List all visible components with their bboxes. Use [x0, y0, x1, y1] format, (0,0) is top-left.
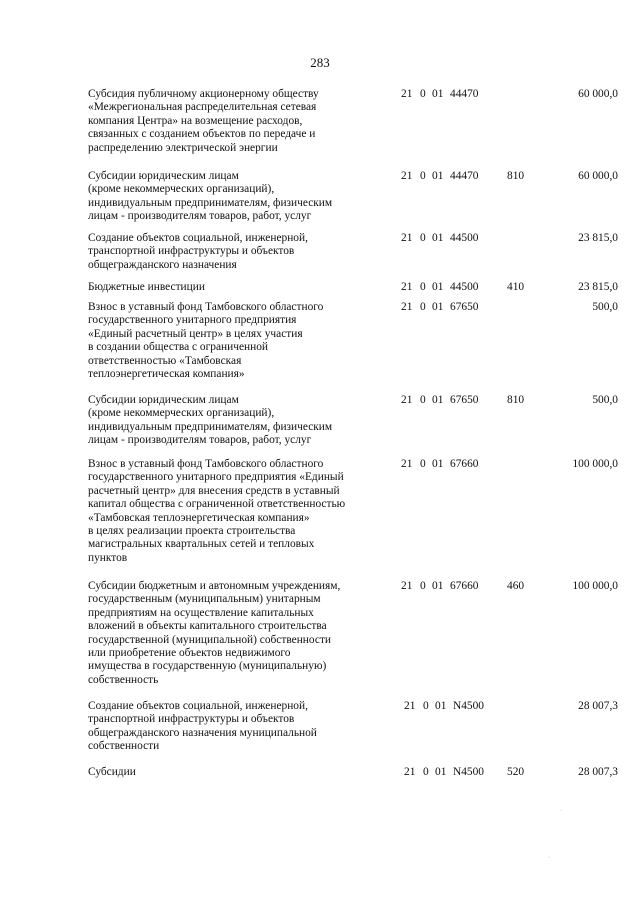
row-description	[88, 281, 398, 294]
code-part: 0	[420, 170, 426, 182]
description-line: ответственностью «Тамбовская	[88, 354, 242, 367]
description-line: теплоэнергетическая компания»	[88, 368, 245, 381]
description-line: компания Центра» на возмещение расходов,	[88, 114, 303, 127]
amount: 23 815,0	[578, 281, 618, 293]
table-row	[88, 458, 618, 565]
code-part: 67650	[450, 394, 479, 406]
code-part: 21	[401, 301, 413, 313]
description-line: «Единый расчетный центр» в целях участия	[88, 327, 303, 340]
table-row	[88, 700, 618, 754]
code-part: 67660	[450, 580, 479, 592]
code-part: 44500	[450, 281, 479, 293]
code-part: 0	[420, 281, 426, 293]
description-line: собственности	[88, 740, 160, 753]
table-row	[88, 301, 618, 381]
classification-code	[404, 766, 564, 779]
table-row	[88, 88, 618, 155]
description-line: магистральных квартальных сетей и тепловых	[88, 538, 315, 551]
table-row	[88, 232, 618, 272]
code-part: 21	[401, 281, 413, 293]
code-part: 01	[435, 766, 447, 778]
description-line: «Тамбовская теплоэнергетическая компания»	[88, 511, 310, 524]
row-description	[88, 170, 398, 224]
scan-speck: ·	[548, 855, 550, 861]
code-part: 0	[420, 458, 426, 470]
code-part: 21	[401, 458, 413, 470]
description-line: имущества в государственную (муниципальную)	[88, 660, 327, 673]
table-row	[88, 281, 618, 294]
description-line: Бюджетные инвестиции	[88, 281, 205, 293]
description-line: государственным (муниципальным) унитарным	[88, 593, 321, 606]
code-part: 21	[404, 766, 416, 778]
code-part: 21	[401, 170, 413, 182]
code-part: 01	[432, 88, 444, 100]
code-part: N4500	[453, 766, 485, 778]
row-description	[88, 458, 398, 565]
code-part: 0	[420, 301, 426, 313]
description-line: Создание объектов социальной, инженерной,	[88, 232, 308, 244]
expense-type-code: 520	[507, 766, 525, 778]
description-line: собственность	[88, 673, 159, 686]
code-part: 0	[420, 88, 426, 100]
amount: 28 007,3	[578, 700, 618, 712]
description-line: общегражданского назначения муниципальной	[88, 726, 317, 739]
amount: 60 000,0	[578, 88, 618, 100]
code-part: 01	[435, 700, 447, 712]
description-line: Субсидии юридическим лицам	[88, 394, 239, 406]
description-line: пунктов	[88, 551, 128, 564]
table-row	[88, 766, 618, 779]
code-part: 21	[401, 232, 413, 244]
description-line: Субсидии бюджетным и автономным учреждениям,	[88, 580, 341, 592]
description-line: расчетный центр» для внесения средств в уставный	[88, 484, 340, 497]
code-part: 01	[432, 232, 444, 244]
code-part: 01	[432, 170, 444, 182]
classification-code	[401, 232, 561, 245]
code-part: 67660	[450, 458, 479, 470]
description-line: (кроме некоммерческих организаций),	[88, 183, 275, 196]
code-part: 01	[432, 394, 444, 406]
classification-code	[401, 281, 561, 294]
classification-code	[404, 700, 564, 713]
description-line: государственного унитарного предприятия	[88, 314, 297, 327]
description-line: предприятиям на осуществление капитальных	[88, 606, 314, 619]
code-part: 0	[423, 766, 429, 778]
row-description	[88, 232, 398, 272]
description-line: Субсидии	[88, 766, 136, 778]
description-line: государственного унитарного предприятия «Единый	[88, 471, 344, 484]
amount: 100 000,0	[572, 580, 618, 592]
description-line: Субсидия публичному акционерному обществу	[88, 88, 319, 100]
code-part: 01	[432, 281, 444, 293]
description-line: лицам - производителям товаров, работ, услуг	[88, 434, 312, 447]
description-line: Субсидии юридическим лицам	[88, 170, 239, 182]
code-part: 0	[420, 394, 426, 406]
code-part: 01	[432, 458, 444, 470]
description-line: (кроме некоммерческих организаций),	[88, 407, 275, 420]
classification-code	[401, 580, 561, 593]
description-line: «Межрегиональная распределительная сетевая	[88, 101, 317, 114]
code-part: 21	[404, 700, 416, 712]
code-part: 21	[401, 394, 413, 406]
description-line: индивидуальным предпринимателям, физическим	[88, 196, 333, 209]
code-part: 01	[432, 580, 444, 592]
code-part: 44470	[450, 88, 479, 100]
code-part: 0	[423, 700, 429, 712]
classification-code	[401, 394, 561, 407]
code-part: 44470	[450, 170, 479, 182]
description-line: лицам - производителям товаров, работ, услуг	[88, 210, 312, 223]
row-description	[88, 394, 398, 448]
description-line: общегражданского назначения	[88, 258, 237, 271]
expense-type-code: 810	[507, 394, 525, 406]
description-line: транспортной инфраструктуры и объектов	[88, 713, 295, 726]
table-row	[88, 170, 618, 224]
description-line: вложений в объекты капитального строительства	[88, 620, 327, 633]
row-description	[88, 301, 398, 381]
table-row	[88, 580, 618, 687]
description-line: Создание объектов социальной, инженерной,	[88, 700, 308, 712]
description-line: индивидуальным предпринимателям, физическим	[88, 420, 333, 433]
row-description	[88, 88, 398, 155]
code-part: 21	[401, 580, 413, 592]
code-part: 0	[420, 232, 426, 244]
description-line: в целях реализации проекта строительства	[88, 525, 296, 538]
page-number: 283	[310, 55, 330, 70]
row-description	[88, 580, 398, 687]
row-description	[88, 700, 398, 754]
row-description	[88, 766, 398, 779]
code-part: 21	[401, 88, 413, 100]
table-row	[88, 394, 618, 448]
expense-type-code: 460	[507, 580, 525, 592]
code-part: 67650	[450, 301, 479, 313]
classification-code	[401, 170, 561, 183]
amount: 60 000,0	[578, 170, 618, 182]
description-line: в создании общества с ограниченной	[88, 341, 269, 354]
code-part: 01	[432, 301, 444, 313]
amount: 500,0	[592, 394, 618, 406]
description-line: Взнос в уставный фонд Тамбовского областного	[88, 301, 324, 313]
description-line: Взнос в уставный фонд Тамбовского областного	[88, 458, 324, 470]
description-line: государственной (муниципальной) собственности	[88, 633, 332, 646]
scan-speck: ·	[560, 808, 562, 814]
description-line: распределению электрической энергии	[88, 141, 278, 154]
code-part: N4500	[453, 700, 485, 712]
code-part: 0	[420, 580, 426, 592]
expense-type-code: 410	[507, 281, 525, 293]
classification-code	[401, 458, 561, 471]
amount: 100 000,0	[572, 458, 618, 470]
classification-code	[401, 88, 561, 101]
amount: 500,0	[592, 301, 618, 313]
description-line: транспортной инфраструктуры и объектов	[88, 245, 295, 258]
description-line: или приобретение объектов недвижимого	[88, 647, 291, 660]
classification-code	[401, 301, 561, 314]
amount: 23 815,0	[578, 232, 618, 244]
code-part: 44500	[450, 232, 479, 244]
expense-type-code: 810	[507, 170, 525, 182]
amount: 28 007,3	[578, 766, 618, 778]
description-line: связанных с созданием объектов по передаче и	[88, 128, 316, 141]
description-line: капитал общества с ограниченной ответственностью	[88, 498, 346, 511]
